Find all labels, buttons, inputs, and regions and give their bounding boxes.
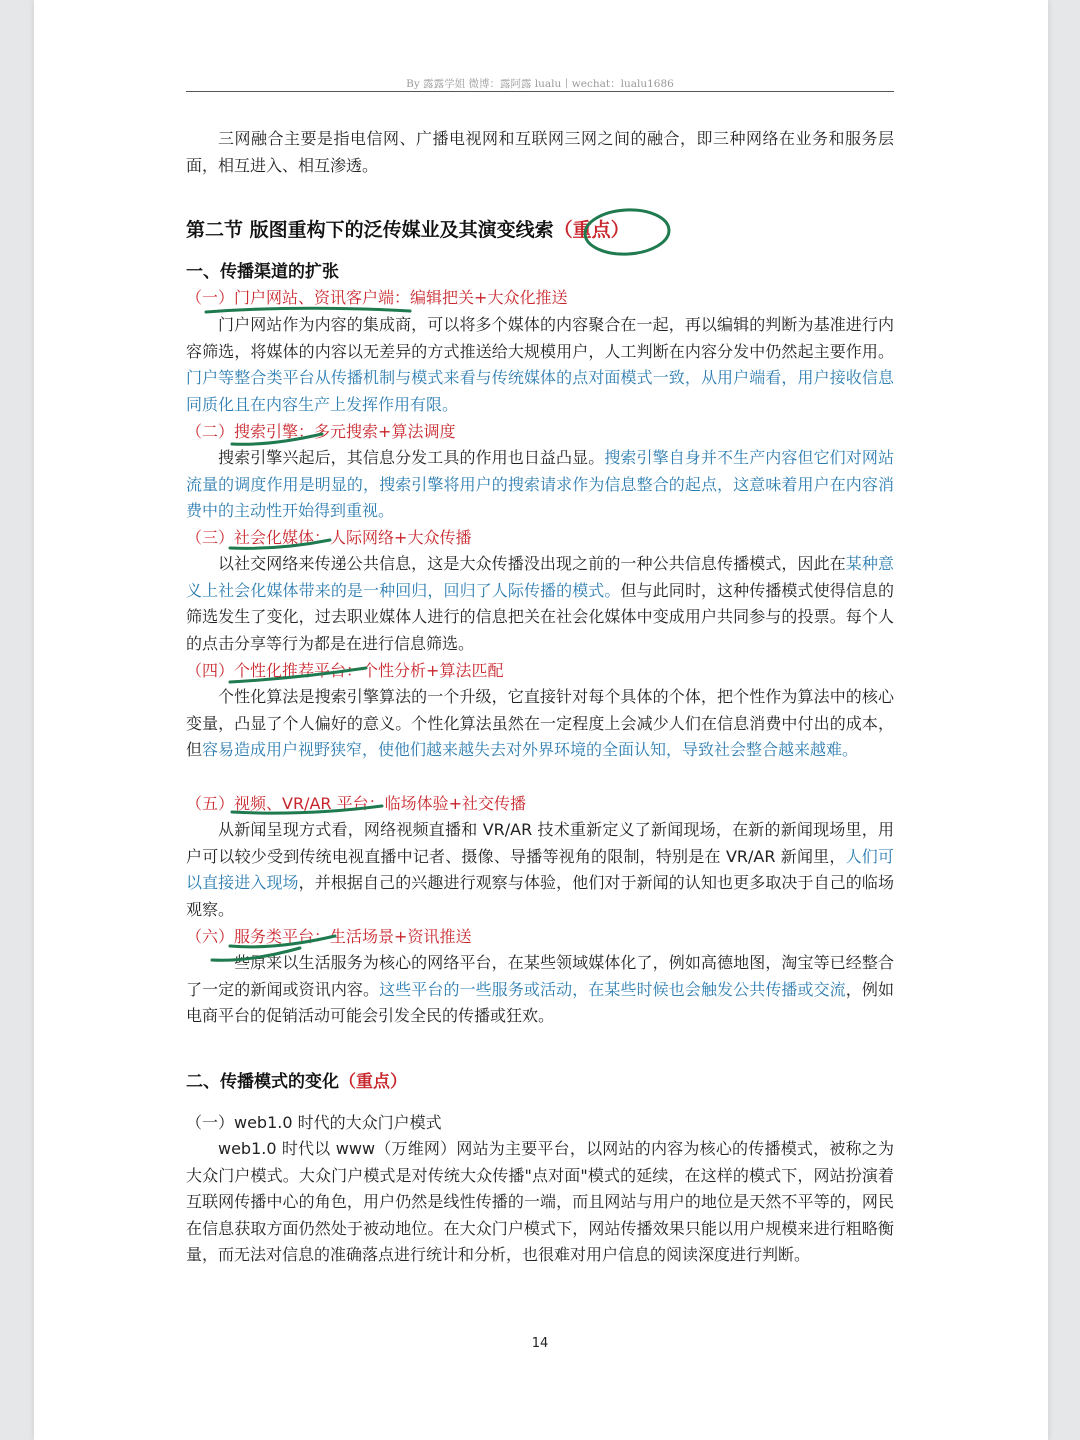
- subheading-web1: （一）web1.0 时代的大众门户模式: [186, 1113, 442, 1132]
- subheading-number: （一）: [186, 288, 235, 307]
- text-black: 个性化算法是搜索引擎算法的一个升级，它直接针对每个具体的个体，把个性作为算法中的核心变量，凸显了个人偏好的意义。个性化算法虽然在一定程度上会减少人们在信息消费中付出的成本，但: [186, 687, 894, 759]
- subheading-title: 个性化推荐平台: [234, 661, 347, 680]
- text-highlight-blue: 某种意义上社会化媒体带来的是一种回归，回归了人际传播的模式。: [186, 554, 894, 600]
- subheading-portal: [186, 285, 894, 311]
- section-title-text: 第二节 版图重构下的泛传媒业及其演变线索: [186, 219, 554, 241]
- subheading-recommendation: [186, 658, 894, 684]
- key-point-tag: （重点）: [553, 219, 630, 241]
- web1-paragraph: web1.0 时代以 www（万维网）网站为主要平台，以网站的内容为核心的传播模式，被称之为大众门户模式。大众门户模式是对传统大众传播"点对面"模式的延续，在这样的模式下，网站扮演着互联网传播中心的角色，用户仍然是线性传播的一端，而且网站与用户的地位是天然不平等的，网民在信息获取方面仍然处于被动地位。在大众门户模式下，网站传播效果只能以用户规模来进行粗略衡量，而无法对信息的准确落点进行统计和分析，也很难对用户信息的阅读深度进行判断。: [186, 1139, 894, 1264]
- text-black: 搜索引擎兴起后，其信息分发工具的作用也日益凸显。: [218, 448, 605, 467]
- subheading-video-vr: [186, 791, 894, 817]
- text-black: 以社交网络来传递公共信息，这是大众传播没出现之前的一种公共信息传播模式，因此在: [218, 554, 846, 573]
- subheading-title: 服务类平台: [234, 927, 315, 946]
- subheading-search: [186, 419, 894, 445]
- text-black: ，并根据自己的兴趣进行观察与体验，他们对于新闻的认知也更多取决于自己的临场观察。: [186, 873, 894, 919]
- portal-paragraph: [186, 312, 894, 418]
- text-highlight-blue: 搜索引擎自身并不生产内容但它们对网站流量的调度作用是明显的，搜索引擎将用户的搜索请求作为信息整合的起点，这意味着用户在内容消费中的主动性开始得到重视。: [186, 448, 894, 520]
- subheading-desc: ：临场体验+社交传播: [368, 794, 527, 813]
- heading-mode-change: [186, 1068, 894, 1096]
- page-header: By 露露学姐 微博：露阿露 lualu丨wechat：lualu1686: [406, 78, 674, 90]
- search-paragraph: [186, 445, 894, 525]
- subheading-number: （二）: [186, 422, 235, 441]
- text-black: ，例如电商平台的促销活动可能会引发全民的传播或狂欢。: [186, 979, 894, 1025]
- subheading-title: 搜索引擎: [234, 422, 299, 441]
- subheading-title: 社会化媒体: [234, 528, 315, 547]
- subheading-social-media: [186, 525, 894, 551]
- video-vr-paragraph: [186, 817, 894, 923]
- page-number: 14: [531, 1336, 549, 1351]
- subheading-service-platform: [186, 924, 894, 950]
- section-title: [186, 215, 894, 245]
- heading-channel-expansion: 一、传播渠道的扩张: [186, 262, 339, 282]
- service-platform-paragraph: [186, 950, 894, 1030]
- text-black: 从新闻呈现方式看，网络视频直播和 VR/AR 技术重新定义了新闻现场，在新的新闻现场里，用户可以较少受到传统电视直播中记者、摄像、导播等视角的限制，特别是在 VR/AR 新闻里，: [186, 820, 894, 866]
- subheading-title: 门户网站、资讯客户端: [234, 288, 395, 307]
- text-black: 但与此同时，这种传播模式使得信息的筛选发生了变化，过去职业媒体人进行的信息把关在社会化媒体中变成用户共同参与的投票。每个人的点击分享等行为都是在进行信息筛选。: [186, 580, 894, 653]
- intro-paragraph: 三网融合主要是指电信网、广播电视网和互联网三网之间的融合，即三种网络在业务和服务层面，相互进入、相互渗透。: [186, 129, 894, 175]
- subheading-number: （六）: [186, 927, 235, 946]
- header-divider: [186, 91, 894, 92]
- subheading-number: （五）: [186, 794, 235, 813]
- recommendation-paragraph: [186, 684, 894, 764]
- subheading-number: （三）: [186, 528, 235, 547]
- subheading-desc: ：生活场景+资讯推送: [314, 927, 472, 946]
- subheading-desc: ：多元搜索+算法调度: [298, 422, 456, 441]
- subheading-desc: ：编辑把关+大众化推送: [394, 288, 568, 307]
- text-highlight-blue: 门户等整合类平台从传播机制与模式来看与传统媒体的点对面模式一致，从用户端看，用户接收信息同质化且在内容生产上发挥作用有限。: [186, 368, 894, 414]
- text-highlight-blue: 这些平台的一些服务或活动，在某些时候也会触发公共传播或交流: [379, 979, 846, 999]
- text-highlight-blue: 人们可以直接进入现场: [186, 846, 894, 892]
- text-highlight-blue: 容易造成用户视野狭窄，使他们越来越失去对外界环境的全面认知，导致社会整合越来越难。: [202, 740, 859, 759]
- subheading-desc: ：个性分析+算法匹配: [346, 661, 504, 680]
- heading-text: 二、传播模式的变化: [186, 1072, 339, 1092]
- subheading-number: （四）: [186, 661, 235, 680]
- text-black: 门户网站作为内容的集成商，可以将多个媒体的内容聚合在一起，再以编辑的判断为基准进行内容筛选，将媒体的内容以无差异的方式推送给大规模用户，人工判断在内容分发中仍然起主要作用。: [186, 315, 894, 361]
- social-media-paragraph: [186, 551, 894, 657]
- subheading-desc: ：人际网络+大众传播: [314, 528, 472, 547]
- key-point-tag: （重点）: [339, 1072, 407, 1092]
- text-black: 一些原来以生活服务为核心的网络平台，在某些领域媒体化了，例如高德地图，淘宝等已经整合了一定的新闻或资讯内容。: [186, 953, 894, 999]
- subheading-title: 视频、VR/AR 平台: [234, 794, 369, 813]
